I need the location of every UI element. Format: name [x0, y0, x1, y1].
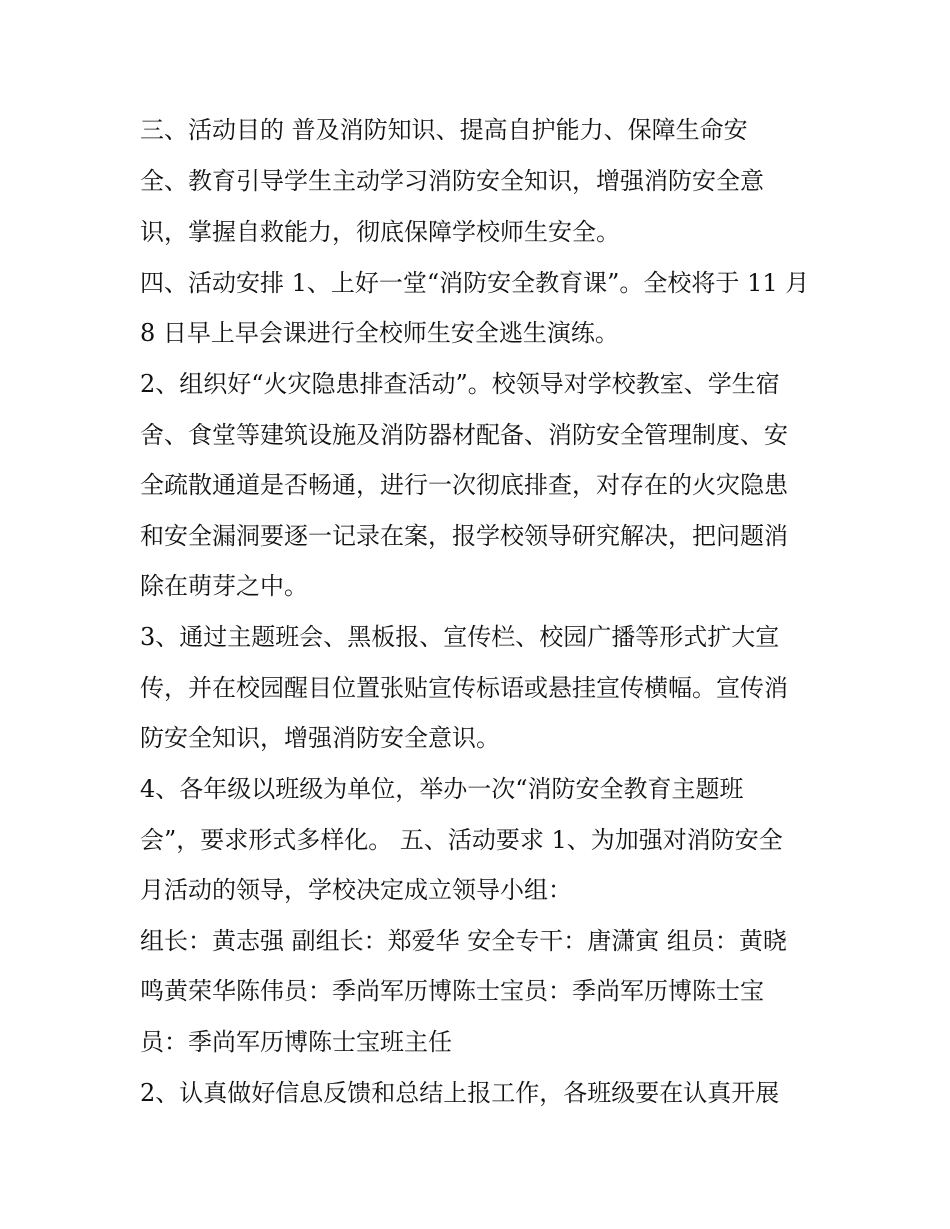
paragraph-line: 4、各年级以班级为单位，举办一次“消防安全教育主题班 — [140, 775, 744, 803]
paragraph-line: 2、组织好“火灾隐患排查活动”。校领导对学校教室、学生宿 — [140, 370, 780, 398]
paragraph-line: 全疏散通道是否畅通，进行一次彻底排查，对存在的火灾隐患 — [140, 471, 788, 499]
paragraph-line: 防安全知识，增强消防安全意识。 — [140, 724, 500, 752]
paragraph-line: 员：季尚军历博陈士宝班主任 — [140, 1028, 452, 1056]
paragraph-line: 8 日早上早会课进行全校师生安全逃生演练。 — [140, 319, 619, 347]
paragraph-line: 和安全漏洞要逐一记录在案，报学校领导研究解决，把问题消 — [140, 522, 788, 550]
paragraph-line: 月活动的领导，学校决定成立领导小组： — [140, 876, 572, 904]
paragraph-line: 2、认真做好信息反馈和总结上报工作，各班级要在认真开展 — [140, 1079, 780, 1107]
paragraph-line: 舍、食堂等建筑设施及消防器材配备、消防安全管理制度、安 — [140, 421, 788, 449]
paragraph-line: 除在萌芽之中。 — [140, 572, 308, 600]
paragraph-line: 全、教育引导学生主动学习消防安全知识，增强消防安全意 — [140, 167, 764, 195]
paragraph-line: 识，掌握自救能力，彻底保障学校师生安全。 — [140, 218, 620, 246]
paragraph-line: 3、通过主题班会、黑板报、宣传栏、校园广播等形式扩大宣 — [140, 623, 780, 651]
paragraph-line: 会”，要求形式多样化。 五、活动要求 1、为加强对消防安全 — [140, 826, 783, 854]
paragraph-line: 四、活动安排 1、上好一堂“消防安全教育课”。全校将于 11 月 — [140, 269, 810, 297]
paragraph-line: 传，并在校园醒目位置张贴宣传标语或悬挂宣传横幅。宣传消 — [140, 674, 788, 702]
paragraph-line: 三、活动目的 普及消防知识、提高自护能力、保障生命安 — [140, 116, 748, 144]
paragraph-line: 鸣黄荣华陈伟员：季尚军历博陈士宝员：季尚军历博陈士宝 — [140, 977, 764, 1005]
paragraph-line: 组长：黄志强 副组长：郑爱华 安全专干：唐潇寅 组员：黄晓 — [140, 927, 787, 955]
